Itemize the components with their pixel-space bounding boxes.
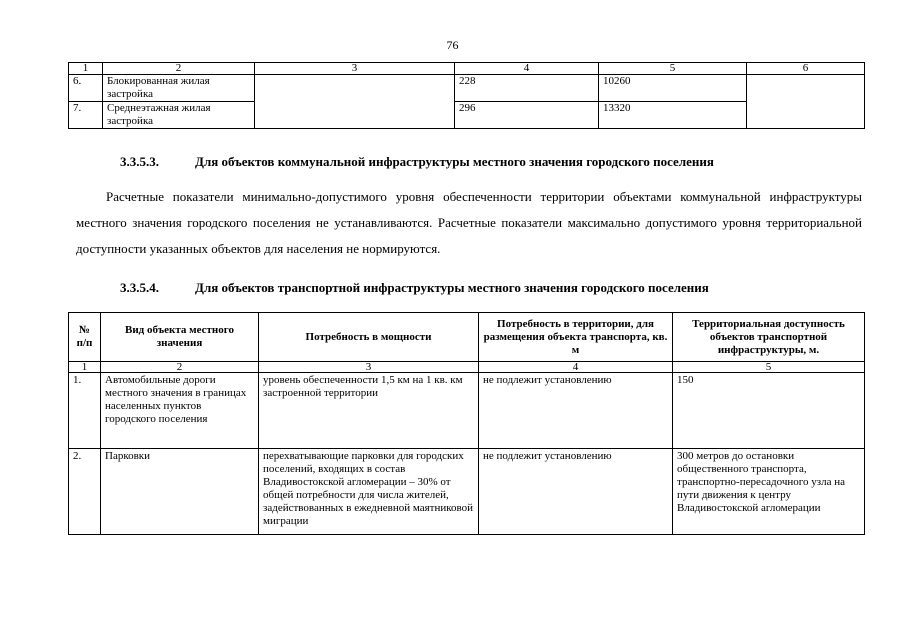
- col-number: 1: [69, 63, 103, 75]
- territory-need: не подлежит установлению: [479, 449, 673, 535]
- col-number: 4: [479, 362, 673, 373]
- table-column-numbers: [69, 63, 865, 75]
- capacity-need: перехватывающие парковки для городских поселений, входящих в состав Владивостокской агломерации – 30% от общей потребности для числа жителей, задействованных в ежедневной маятниковой миграции: [259, 449, 479, 535]
- col-number: 2: [103, 63, 255, 75]
- section-title: Для объектов транспортной инфраструктуры местного значения городского поселения: [195, 280, 709, 295]
- column-header: Вид объекта местного значения: [101, 313, 259, 362]
- col-number: 3: [255, 63, 455, 75]
- merged-cell: [255, 75, 455, 129]
- section-number: 3.3.5.4.: [120, 280, 159, 295]
- table-row: [69, 102, 865, 129]
- table-column-numbers: [69, 362, 865, 373]
- table-row: [69, 75, 865, 102]
- section-paragraph: Расчетные показатели минимально-допустимого уровня обеспеченности территории объектами коммунальной инфраструктуры местного значения городского поселения не устанавливаются. Расчетные показатели максимально допустимого уровня территориальной доступности указанных объектов для населения не нормируются.: [76, 189, 862, 256]
- object-type: Автомобильные дороги местного значения в границах населенных пунктов городского поселения: [101, 373, 259, 449]
- cell-value: 13320: [599, 102, 747, 129]
- section-title: Для объектов коммунальной инфраструктуры местного значения городского поселения: [195, 154, 714, 169]
- accessibility: 300 метров до остановки общественного транспорта, транспортно-пересадочного узла на пути движения к центру Владивостокской агломерации: [673, 449, 865, 535]
- page-number: 76: [446, 38, 459, 52]
- cell-value: 10260: [599, 75, 747, 102]
- territory-need: не подлежит установлению: [479, 373, 673, 449]
- column-header: Потребность в территории, для размещения объекта транспорта, кв. м: [479, 313, 673, 362]
- object-type: Парковки: [101, 449, 259, 535]
- capacity-need: уровень обеспеченности 1,5 км на 1 кв. км застроенной территории: [259, 373, 479, 449]
- section-heading: [120, 280, 709, 296]
- col-number: 3: [259, 362, 479, 373]
- row-number: 2.: [69, 449, 101, 535]
- row-number: 1.: [69, 373, 101, 449]
- cell-value: 296: [455, 102, 599, 129]
- table-row: [69, 373, 865, 449]
- col-number: 2: [101, 362, 259, 373]
- building-type: Блокированная жилая застройка: [103, 75, 255, 102]
- building-type: Среднеэтажная жилая застройка: [103, 102, 255, 129]
- col-number: 5: [673, 362, 865, 373]
- table-header: [69, 313, 865, 362]
- table-residential: [68, 62, 865, 129]
- merged-cell: [747, 75, 865, 129]
- row-number: 7.: [69, 102, 103, 129]
- column-header: Территориальная доступность объектов транспортной инфраструктуры, м.: [673, 313, 865, 362]
- col-number: 4: [455, 63, 599, 75]
- accessibility: 150: [673, 373, 865, 449]
- section-number: 3.3.5.3.: [120, 154, 159, 169]
- column-header: № п/п: [69, 313, 101, 362]
- section-heading: [120, 154, 714, 170]
- row-number: 6.: [69, 75, 103, 102]
- col-number: 6: [747, 63, 865, 75]
- col-number: 1: [69, 362, 101, 373]
- table-transport: [68, 312, 865, 535]
- cell-value: 228: [455, 75, 599, 102]
- col-number: 5: [599, 63, 747, 75]
- table-row: [69, 449, 865, 535]
- column-header: Потребность в мощности: [259, 313, 479, 362]
